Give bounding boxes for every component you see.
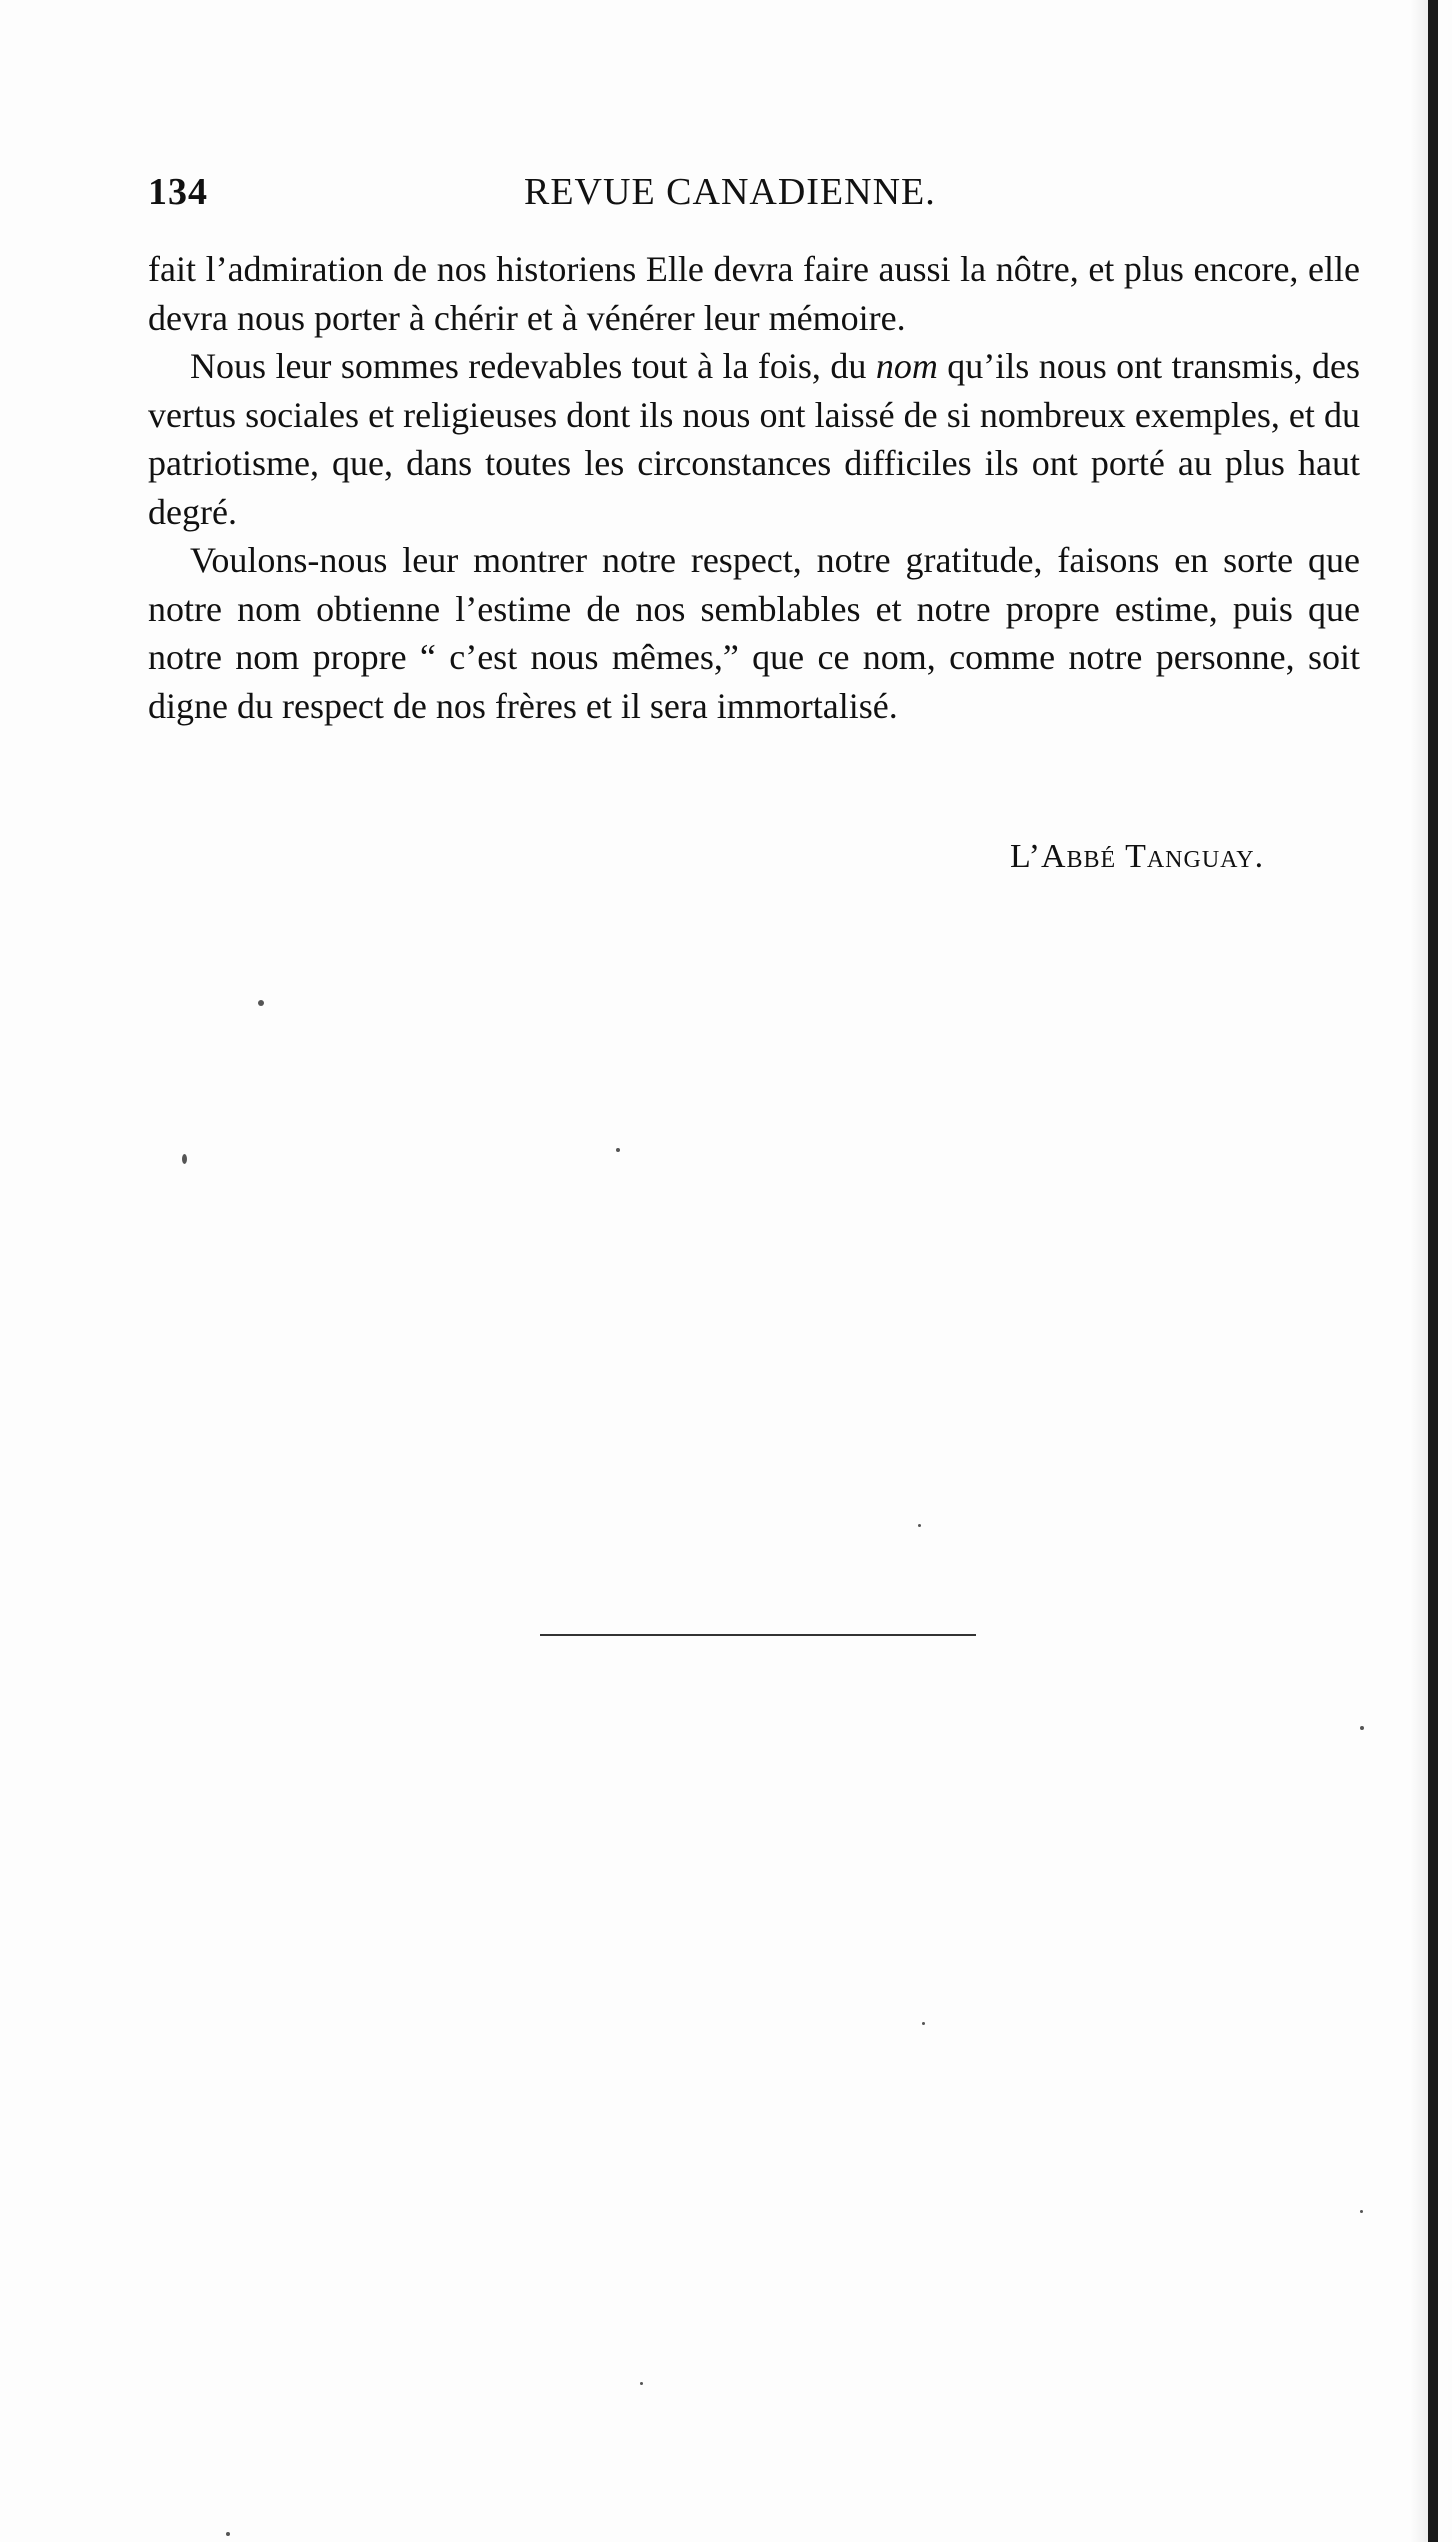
paragraph-2 bbox=[148, 342, 1360, 536]
paragraph-1: fait l’admiration de nos historiens Elle devra faire aussi la nôtre, et plus encore, elle devra nous porter à chérir et à vénérer leur mémoire. bbox=[148, 249, 1360, 338]
section-divider bbox=[540, 1634, 976, 1636]
page-number: 134 bbox=[148, 171, 208, 213]
body-text bbox=[148, 245, 1360, 730]
scan-speck bbox=[1360, 2210, 1363, 2213]
page-header bbox=[148, 170, 1358, 218]
running-title: REVUE CANADIENNE. bbox=[524, 171, 936, 213]
paragraph-3: Voulons-nous leur montrer notre respect, notre gratitude, faisons en sorte que notre nom obtienne l’estime de nos semblables et notre propre estime, puis que notre nom propre “ c’est nous mêmes,” que ce nom, comme notre personne, soit digne du respect de nos frères et il sera immortalisé. bbox=[148, 540, 1360, 726]
scan-speck bbox=[226, 2532, 230, 2536]
scan-speck bbox=[258, 1000, 264, 1006]
scan-speck bbox=[616, 1148, 620, 1152]
scan-speck bbox=[922, 2022, 925, 2025]
scan-speck bbox=[918, 1524, 921, 1527]
binding-shadow bbox=[1410, 0, 1428, 2542]
scan-speck bbox=[640, 2382, 643, 2385]
paragraph-2-emphasis: nom bbox=[875, 346, 938, 386]
paragraph-2-end: qu’ils nous ont transmis, des vertus sociales et religieuses dont ils nous ont laissé de si nombreux exemples, et du patriotisme, que, dans toutes les circonstances difficiles ils ont porté au plus haut degré. bbox=[148, 346, 1360, 532]
scan-speck bbox=[182, 1154, 187, 1164]
paragraph-2-start: Nous leur sommes redevables tout à la fois, du bbox=[190, 346, 876, 386]
scan-speck bbox=[1360, 1726, 1364, 1730]
page-binding-edge bbox=[1428, 0, 1438, 2542]
author-signature: L’Abbé Tanguay. bbox=[1010, 838, 1265, 875]
